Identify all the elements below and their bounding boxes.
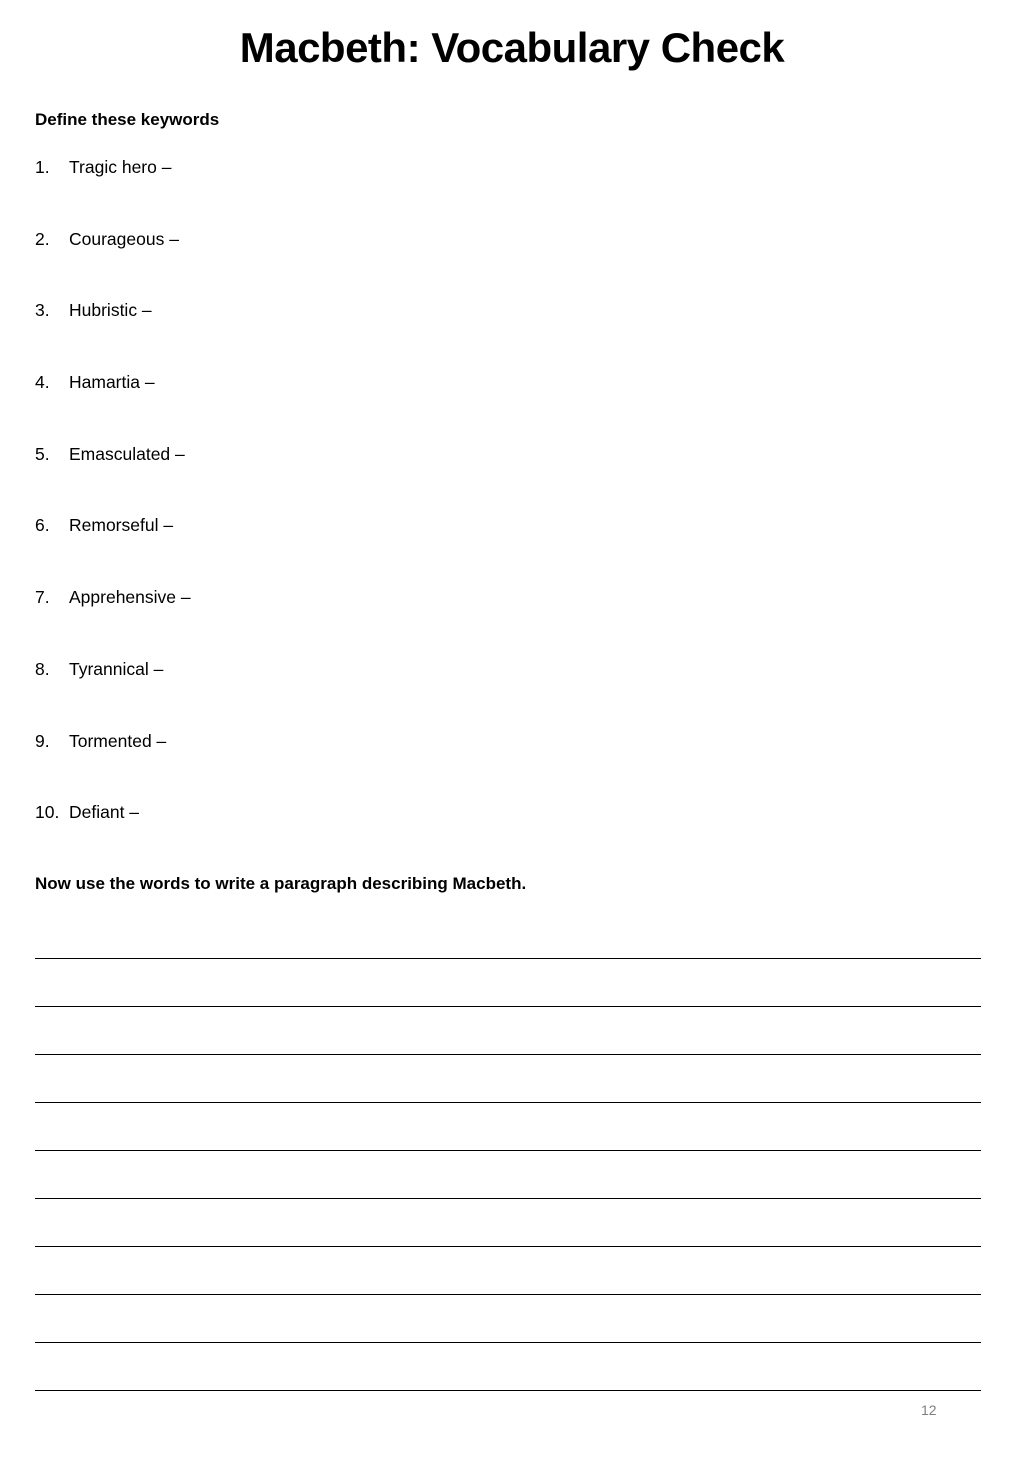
keyword-number: 8. [35,658,50,679]
writing-line [35,1054,981,1055]
writing-lines [35,958,981,1438]
keyword-label: Courageous – [69,228,179,249]
writing-line [35,1102,981,1103]
writing-line [35,1246,981,1247]
keyword-item [35,659,191,731]
keyword-label: Tragic hero – [69,157,172,177]
page-title: Macbeth: Vocabulary Check [239,24,785,71]
keyword-item [35,587,191,659]
keyword-item [35,731,191,803]
writing-line [35,1150,981,1151]
writing-line [35,1342,981,1343]
keyword-item [35,229,191,301]
page-number: 12 [921,1402,937,1418]
writing-line [35,1294,981,1295]
paragraph-prompt: Now use the words to write a paragraph describing Macbeth. [35,874,527,893]
writing-line [35,1198,981,1199]
keyword-number: 5. [35,443,50,464]
keyword-label: Hamartia – [69,372,155,393]
keyword-label: Defiant – [69,802,140,823]
keyword-label: Remorseful – [69,515,174,536]
keyword-number: 7. [35,587,50,608]
keyword-item [35,802,191,874]
writing-line [35,1390,981,1391]
keyword-label: Tormented – [69,730,167,751]
keyword-number: 6. [35,515,50,536]
keyword-item [35,515,191,587]
keyword-item [35,372,191,444]
keyword-label: Emasculated – [69,443,185,464]
keyword-number: 4. [35,372,50,393]
keyword-label: Hubristic – [69,300,152,321]
keyword-number: 2. [35,228,50,249]
keyword-number: 1. [35,157,50,177]
keyword-number: 3. [35,300,50,321]
keyword-item [35,300,191,372]
keyword-number: 10. [35,802,60,823]
keyword-label: Apprehensive – [69,587,191,608]
keyword-item [35,444,191,516]
writing-line [35,1006,981,1007]
keyword-label: Tyrannical – [69,658,164,679]
instruction-heading: Define these keywords [35,110,220,129]
keyword-number: 9. [35,730,50,751]
writing-line [35,958,981,959]
keyword-item [35,157,191,229]
keyword-list [35,157,191,874]
